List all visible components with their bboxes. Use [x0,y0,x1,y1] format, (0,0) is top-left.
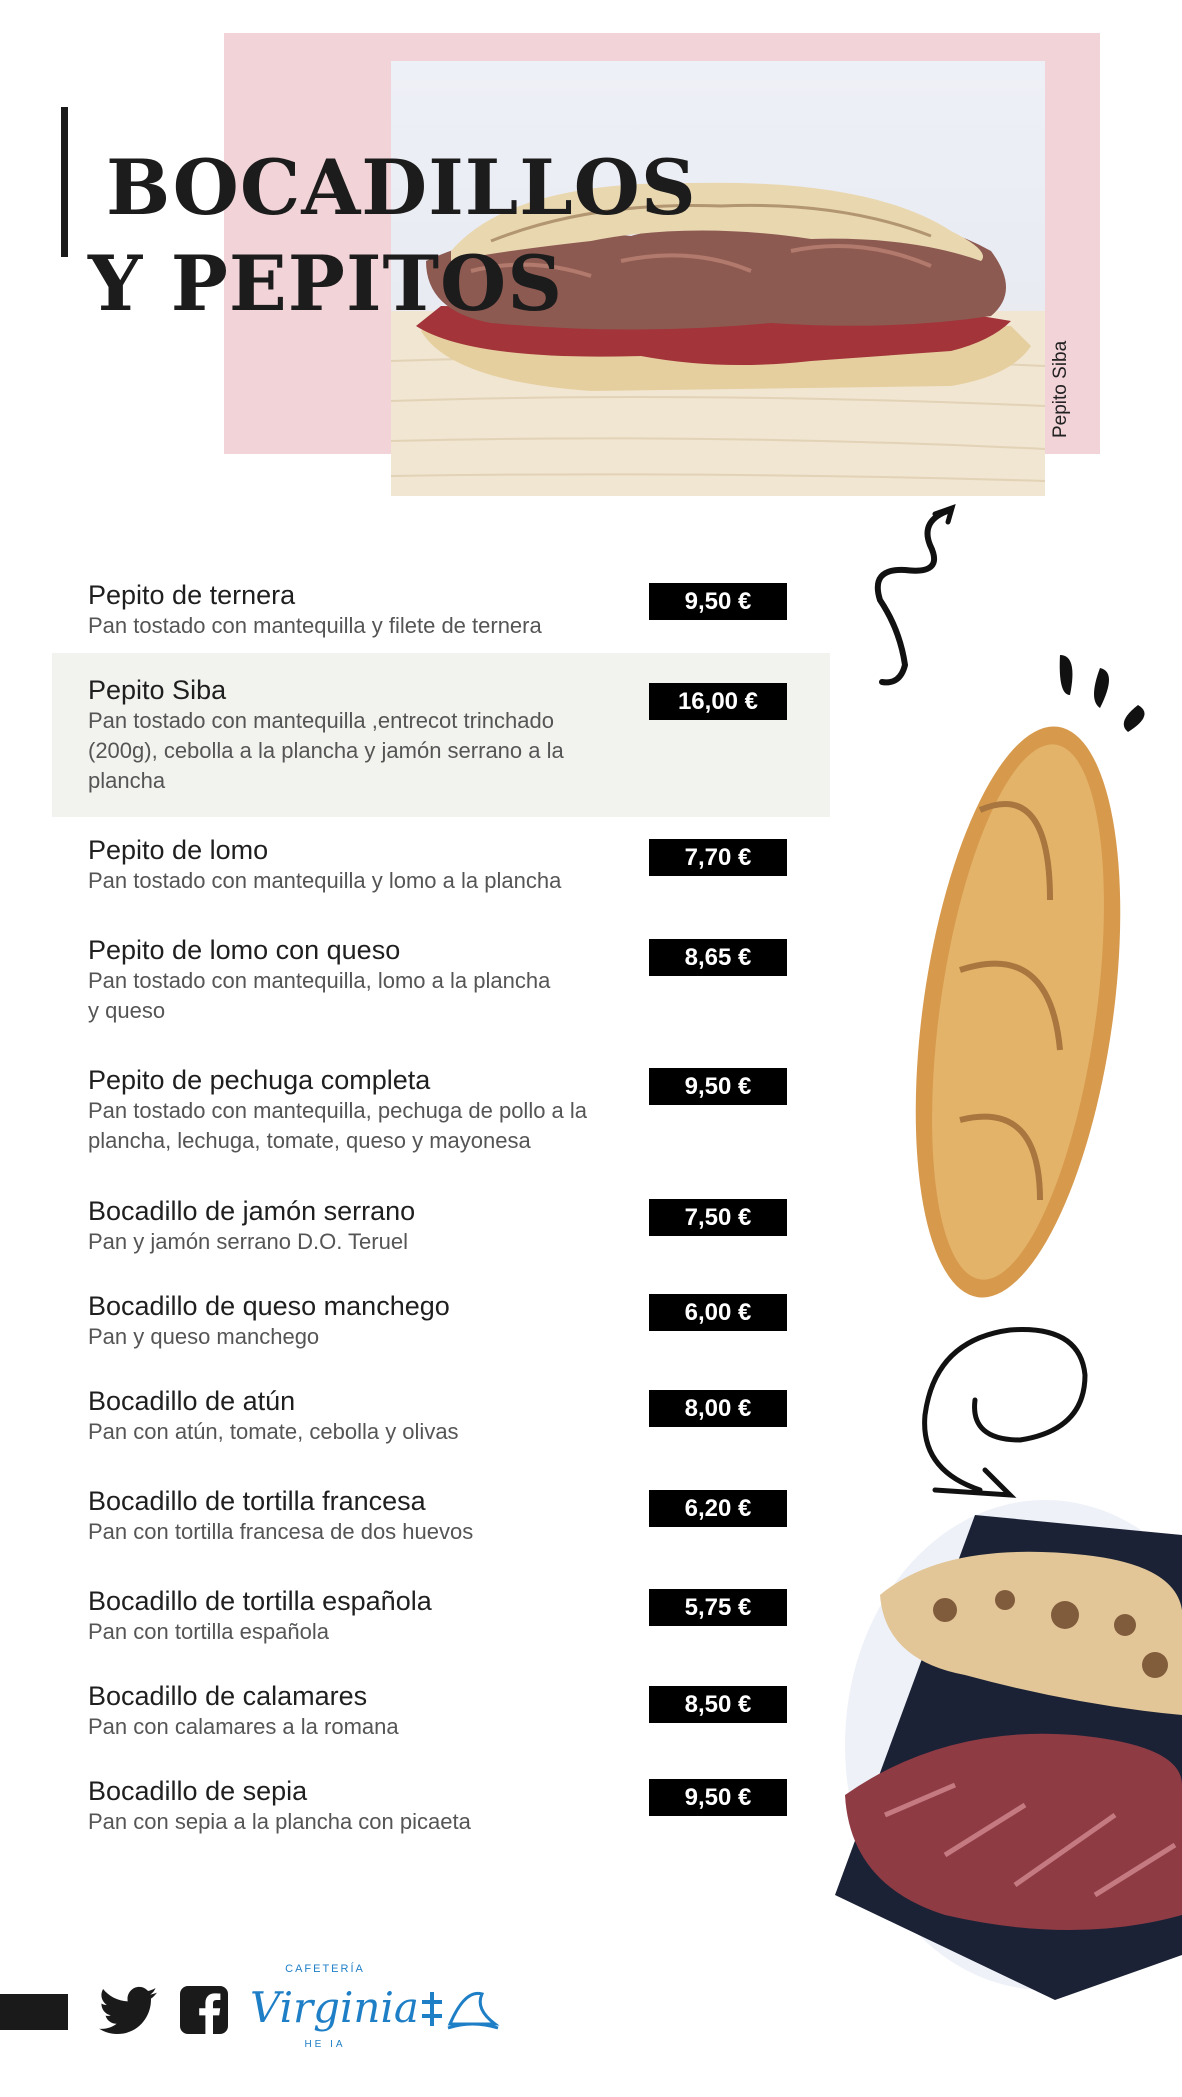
item-price: 6,20 € [649,1490,787,1527]
item-price: 8,65 € [649,939,787,976]
item-description: Pan tostado con mantequilla ,entrecot trinchado (200g), cebolla a la plancha y jamón serrano a la plancha [88,708,564,793]
item-description: Pan con atún, tomate, cebolla y olivas [88,1419,459,1444]
item-price: 8,00 € [649,1390,787,1427]
logo-bottom-text: HE IA [304,2039,346,2050]
virginia-logo[interactable] [250,1963,419,2058]
title-line-2: Y PEPITOS [88,239,564,328]
item-description: Pan con sepia a la plancha con picaeta [88,1809,471,1834]
item-name: Pepito Siba [88,675,227,705]
item-name: Bocadillo de queso manchego [88,1291,450,1321]
item-description: Pan con tortilla francesa de dos huevos [88,1519,474,1544]
item-description: Pan y jamón serrano D.O. Teruel [88,1229,408,1254]
item-description: Pan tostado con mantequilla y filete de ternera [88,613,542,638]
item-name: Bocadillo de tortilla francesa [88,1486,426,1516]
footer-accent-bar [0,1994,68,2030]
item-price: 6,00 € [649,1294,787,1331]
squiggle-doodle [860,500,970,690]
title-accent-bar [61,107,68,257]
item-description: Pan tostado con mantequilla y lomo a la plancha [88,868,562,893]
item-description: Pan con calamares a la romana [88,1714,399,1739]
baguette-image [900,720,1130,1300]
item-price: 8,50 € [649,1686,787,1723]
item-name: Bocadillo de sepia [88,1776,308,1806]
item-name: Pepito de lomo con queso [88,935,401,965]
item-price: 9,50 € [649,1779,787,1816]
item-price: 9,50 € [649,583,787,620]
item-name: Pepito de ternera [88,580,296,610]
item-description: Pan tostado con mantequilla, pechuga de pollo a la plancha, lechuga, tomate, queso y mayonesa [88,1098,588,1153]
facebook-icon[interactable] [180,1986,228,2034]
item-name: Bocadillo de atún [88,1386,296,1416]
item-price: 7,50 € [649,1199,787,1236]
twitter-icon[interactable] [99,1986,157,2036]
item-name: Pepito de pechuga completa [88,1065,431,1095]
item-name: Pepito de lomo [88,835,269,865]
partner-logo[interactable] [420,1984,500,2034]
item-description: Pan tostado con mantequilla, lomo a la plancha y queso [88,968,551,1023]
item-price: 9,50 € [649,1068,787,1105]
item-name: Bocadillo de jamón serrano [88,1196,416,1226]
item-price: 7,70 € [649,839,787,876]
photo-caption: Pepito Siba [1050,340,1071,438]
logo-top-text: CAFETERÍA [285,1963,365,1975]
open-sandwich-image [825,1495,1182,2000]
loop-arrow-doodle [910,1320,1100,1510]
item-name: Bocadillo de calamares [88,1681,368,1711]
item-name: Bocadillo de tortilla española [88,1586,432,1616]
title-line-1: BOCADILLOS [106,143,697,232]
item-price: 5,75 € [649,1589,787,1626]
item-price: 16,00 € [649,683,787,720]
item-description: Pan y queso manchego [88,1324,320,1349]
logo-script-text: Virginia [250,1983,419,2032]
item-description: Pan con tortilla española [88,1619,329,1644]
page-title [88,140,697,332]
